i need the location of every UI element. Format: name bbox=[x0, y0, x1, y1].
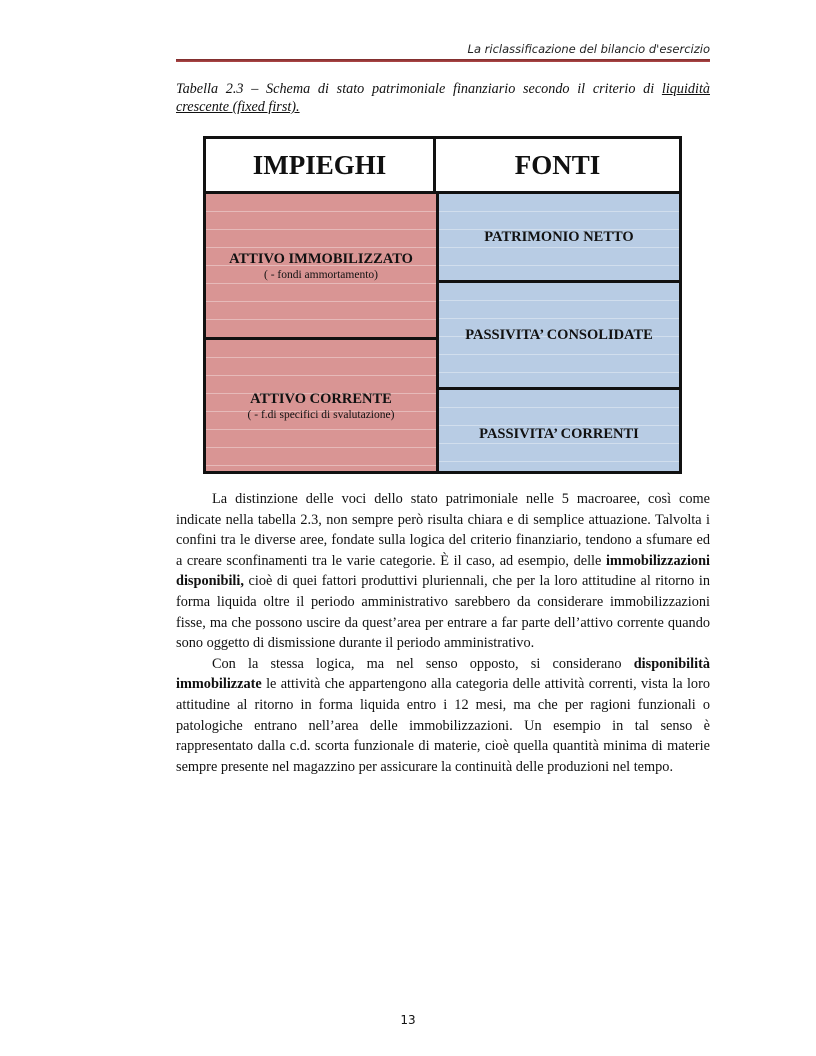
text-run: cioè di quei fattori produttivi pluriennali, che per la loro attitudine al ritorno in forma liquida oltre il periodo amministrativo sarebbero da considerare immobilizzazioni fisse, ma che possono uscire da quest’area per entrare a far parte dell’attivo corrente quando sono oggetto di dismissione durante il periodo amministrativo. bbox=[176, 573, 710, 652]
block-patrimonio-netto bbox=[439, 194, 679, 280]
block-title: PASSIVITA’ CONSOLIDATE bbox=[465, 326, 653, 343]
bold-term: disponibilità immobilizzate bbox=[176, 655, 710, 693]
paragraph-2 bbox=[176, 654, 710, 778]
caption-text: Tabella 2.3 – Schema di stato patrimoniale finanziario secondo il criterio di bbox=[176, 81, 662, 97]
balance-sheet-scheme bbox=[203, 136, 682, 474]
text-run: Con la stessa logica, ma nel senso opposto, si considerano bbox=[212, 655, 634, 672]
text-run: le attività che appartengono alla categoria delle attività correnti, vista la loro attitudine al ritorno in forma liquida entro i 12 mesi, ma che per ragioni funzionali o patologiche entrano nell’area delle immobilizzazioni. Un esempio in tal senso è rappresentato dalla c.d. scorta funzionale di materie, cioè quella quantità minima di materie sempre presente nel magazzino per assicurare la continuità delle produzioni nel tempo. bbox=[176, 676, 710, 775]
table-caption bbox=[176, 80, 710, 116]
paragraph-1 bbox=[176, 489, 710, 654]
header-impieghi: IMPIEGHI bbox=[206, 139, 436, 191]
block-attivo-corrente bbox=[206, 340, 436, 471]
block-title: PATRIMONIO NETTO bbox=[484, 229, 634, 245]
header-rule bbox=[176, 59, 710, 62]
running-header: La riclassificazione del bilancio d'esercizio bbox=[467, 42, 710, 56]
block-passivita-consolidate bbox=[439, 283, 679, 387]
block-title: ATTIVO IMMOBILIZZATO bbox=[229, 250, 413, 267]
header-fonti: FONTI bbox=[436, 139, 679, 191]
block-attivo-immobilizzato bbox=[206, 194, 436, 337]
caption-underlined: liquidità crescente (fixed first). bbox=[176, 81, 710, 115]
block-subtitle: ( - f.di specifici di svalutazione) bbox=[247, 408, 395, 421]
bold-term: immobilizzazioni disponibili, bbox=[176, 552, 710, 590]
block-subtitle: ( - fondi ammortamento) bbox=[263, 268, 378, 281]
body-text bbox=[176, 489, 710, 777]
text-run: La distinzione delle voci dello stato patrimoniale nelle 5 macroaree, così come indicate nella tabella 2.3, non sempre però risulta chiara e di semplice attuazione. Talvolta i confini tra le diverse aree, fondate sulla logica del criterio finanziario, tendono a sfumare ed a creare sconfinamenti tra le varie categorie. È il caso, ad esempio, delle bbox=[176, 491, 710, 569]
block-passivita-correnti bbox=[439, 390, 679, 471]
block-title: PASSIVITA’ CORRENTI bbox=[479, 426, 639, 442]
block-title: ATTIVO CORRENTE bbox=[250, 390, 392, 407]
page-number: 13 bbox=[400, 1013, 416, 1027]
